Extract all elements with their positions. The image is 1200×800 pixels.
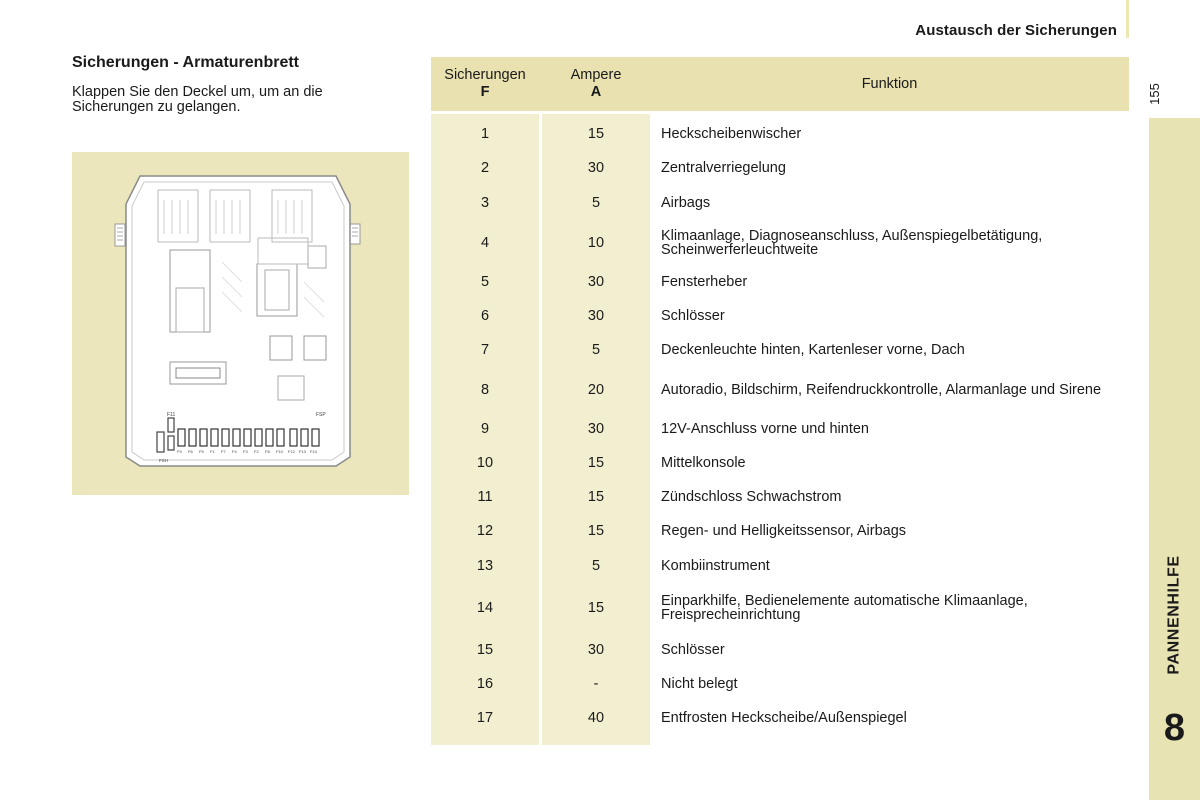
cell-ampere: 15	[542, 514, 650, 548]
header-fuse-label: Sicherungen	[444, 67, 526, 83]
cell-function-text: Zündschloss Schwachstrom	[661, 489, 842, 505]
table-bottom-pad	[431, 735, 1129, 745]
cell-fuse-number: 14	[431, 583, 539, 633]
cell-function	[650, 514, 1129, 548]
cell-function	[650, 117, 1129, 151]
cell-function-text: Einparkhilfe, Bedienelemente automatische Klimaanlage, Freisprecheinrichtung	[661, 593, 1028, 623]
table-row	[431, 151, 1129, 185]
cell-function-text: Autoradio, Bildschirm, Reifendruckkontrolle, Alarmanlage und Sirene	[661, 381, 1102, 398]
cell-fuse-number: 17	[431, 701, 539, 735]
cell-function	[650, 220, 1129, 265]
cell-fuse-number: 1	[431, 117, 539, 151]
cell-function	[650, 701, 1129, 735]
label-fuse-b: F6	[188, 449, 193, 454]
label-fsh: FSH	[159, 458, 168, 463]
chapter-tab	[1149, 118, 1200, 800]
cell-function	[650, 480, 1129, 514]
header-fuse-sub: F	[480, 84, 490, 100]
cell-ampere: 15	[542, 117, 650, 151]
table-row	[431, 446, 1129, 480]
table-row	[431, 633, 1129, 667]
header-ampere	[542, 57, 650, 111]
table-row	[431, 514, 1129, 548]
fuse-table	[431, 57, 1129, 745]
label-fuse-h: F2	[254, 449, 259, 454]
cell-ampere: 15	[542, 480, 650, 514]
label-fuse-a: F9	[177, 449, 182, 454]
cell-fuse-number: 13	[431, 548, 539, 583]
cell-ampere: 30	[542, 151, 650, 185]
cell-fuse-number: 8	[431, 367, 539, 412]
cell-function	[650, 548, 1129, 583]
label-fuse-e: F7	[221, 449, 226, 454]
label-fuse-m: F14	[310, 449, 317, 454]
cell-function	[650, 265, 1129, 299]
header-function: Funktion	[861, 76, 918, 92]
cell-function	[650, 412, 1129, 446]
table-row	[431, 667, 1129, 701]
table-row	[431, 265, 1129, 299]
label-fuse-d: F1	[210, 449, 215, 454]
section-title: Sicherungen - Armaturenbrett	[72, 54, 299, 71]
label-f11: F11	[167, 412, 176, 418]
fusebox-diagram	[72, 152, 409, 495]
cell-function-text: Klimaanlage, Diagnoseanschluss, Außenspiegelbetätigung, Scheinwerferleuchtweite	[661, 227, 1043, 258]
cell-fuse-number: 2	[431, 151, 539, 185]
table-row	[431, 367, 1129, 412]
header-ampere-label: Ampere	[570, 67, 622, 83]
cell-function	[650, 151, 1129, 185]
cell-function	[650, 583, 1129, 633]
cell-ampere: 20	[542, 367, 650, 412]
cell-function-text: Kombiinstrument	[661, 557, 770, 574]
cell-fuse-number: 4	[431, 220, 539, 265]
table-row	[431, 220, 1129, 265]
cell-ampere: 5	[542, 548, 650, 583]
intro-text: Klappen Sie den Deckel um, um an die Sicherungen zu gelangen.	[72, 84, 323, 115]
label-fuse-j: F10	[276, 449, 283, 454]
cell-ampere: 5	[542, 333, 650, 367]
header-ampere-sub: A	[590, 84, 602, 100]
label-fuse-i: F8	[265, 449, 270, 454]
cell-function-text: Nicht belegt	[661, 676, 738, 692]
cell-fuse-number: 12	[431, 514, 539, 548]
cell-ampere: 10	[542, 220, 650, 265]
cell-function-text: Heckscheibenwischer	[661, 126, 802, 142]
cell-function-text: Regen- und Helligkeitssensor, Airbags	[661, 523, 907, 539]
cell-ampere: 30	[542, 265, 650, 299]
cell-function	[650, 367, 1129, 412]
label-fuse-f: F4	[232, 449, 237, 454]
table-row	[431, 117, 1129, 151]
cell-ampere: 30	[542, 299, 650, 333]
cell-fuse-number: 5	[431, 265, 539, 299]
cell-function	[650, 446, 1129, 480]
table-row	[431, 412, 1129, 446]
cell-fuse-number: 6	[431, 299, 539, 333]
cell-function-text: Mittelkonsole	[661, 455, 746, 471]
cell-ampere: 15	[542, 446, 650, 480]
chapter-name-text: PANNENHILFE	[1165, 555, 1183, 675]
table-row	[431, 548, 1129, 583]
cell-function-text: Schlösser	[661, 308, 725, 324]
cell-function	[650, 667, 1129, 701]
page-number: 155	[1147, 83, 1162, 105]
table-header	[431, 57, 1129, 111]
chapter-number: 8	[1163, 707, 1186, 749]
cell-function	[650, 185, 1129, 220]
cell-ampere: 15	[542, 583, 650, 633]
running-header: Austausch der Sicherungen	[915, 22, 1117, 39]
label-fuse-l: F13	[299, 449, 306, 454]
label-fuse-g: F3	[243, 449, 248, 454]
table-body	[431, 117, 1129, 735]
cell-fuse-number: 11	[431, 480, 539, 514]
label-fuse-c: F5	[199, 449, 204, 454]
cell-function-text: Entfrosten Heckscheibe/Außenspiegel	[661, 710, 907, 726]
table-row	[431, 701, 1129, 735]
header-rule	[1126, 0, 1129, 38]
table-row	[431, 185, 1129, 220]
table-row	[431, 583, 1129, 633]
cell-function-text: Deckenleuchte hinten, Kartenleser vorne, Dach	[661, 342, 965, 358]
cell-fuse-number: 9	[431, 412, 539, 446]
table-row	[431, 299, 1129, 333]
cell-ampere: -	[542, 667, 650, 701]
cell-fuse-number: 16	[431, 667, 539, 701]
cell-ampere: 40	[542, 701, 650, 735]
cell-function-text: Fensterheber	[661, 274, 748, 290]
cell-fuse-number: 10	[431, 446, 539, 480]
cell-function-text: Zentralverriegelung	[661, 160, 786, 176]
cell-ampere: 30	[542, 412, 650, 446]
label-fuse-k: F12	[288, 449, 295, 454]
cell-function	[650, 299, 1129, 333]
fusebox-figure	[72, 152, 409, 495]
cell-fuse-number: 15	[431, 633, 539, 667]
label-fsp: FSP	[316, 412, 326, 418]
cell-ampere: 30	[542, 633, 650, 667]
cell-function	[650, 633, 1129, 667]
chapter-name	[1149, 540, 1200, 690]
cell-ampere: 5	[542, 185, 650, 220]
cell-function-text: 12V-Anschluss vorne und hinten	[661, 421, 869, 437]
header-fuse	[431, 57, 539, 111]
cell-function-text: Airbags	[661, 194, 711, 211]
cell-fuse-number: 7	[431, 333, 539, 367]
cell-fuse-number: 3	[431, 185, 539, 220]
cell-function	[650, 333, 1129, 367]
table-row	[431, 480, 1129, 514]
table-row	[431, 333, 1129, 367]
cell-function-text: Schlösser	[661, 642, 725, 658]
